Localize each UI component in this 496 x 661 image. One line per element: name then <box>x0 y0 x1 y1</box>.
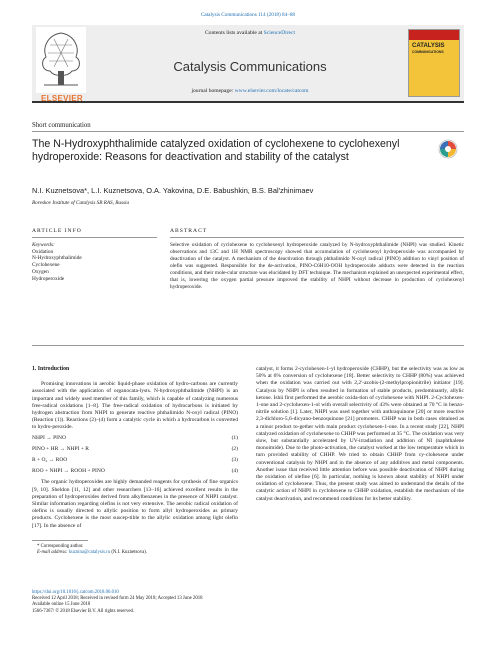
sciencedirect-link[interactable]: ScienceDirect <box>263 30 296 36</box>
journal-cover-thumbnail[interactable] <box>408 29 460 97</box>
equation-number: (2) <box>231 445 238 452</box>
divider <box>32 345 464 346</box>
contents-prefix: Contents lists available at <box>204 30 264 36</box>
author-affiliation: Boreskov Institute of Catalysis SB RAS, Russia <box>32 200 130 206</box>
online-date: Available online 15 June 2018 <box>32 602 91 608</box>
email-link[interactable]: kuznina@catalysis.ru <box>68 550 111 555</box>
cover-header-band <box>409 30 459 40</box>
abstract-heading: ABSTRACT <box>170 228 208 234</box>
doi-link[interactable]: https://doi.org/10.1016/j.catcom.2018.06.010 <box>32 590 119 595</box>
equation-expression: PINO + HR → NHPI + R <box>32 445 89 452</box>
body-paragraph: Promising innovations in aerobic liquid-phase oxidation of hydro-carbons are currently associated with the application of organocata-lysts. N-hydroxyphthalimide (NHPI) is an important and widely used member of this family, which is capable of catalyzing numerous free-radical oxidations [1–8]. The free-radical oxidation of hydrocarbons is initiated by hydrogen abstraction from NHPI to generate reactive phthalimido N-oxyl radical (PINO) (Reaction (1)). Reactions (2)–(4) form a catalytic cycle in which a hydrocarbon is converted to hydro-peroxide. <box>32 381 238 431</box>
equation-expression: R + O₂ → ROO <box>32 457 68 464</box>
email-label: E-mail address: <box>37 550 69 555</box>
body-paragraph: catalyst, it forms 2-cyclohexen-1-yl hydroperoxide (CHHP), but the selectivity was as low as 50% at 6% conversion of cyclohexene [18]. Better selectivity to CHHP (80%) was achieved when the oxidation was carried out with 2,2'-azobis-(2-methylpropionitrile) initiator [19]. Catalysis by NHPI is often resulted in formation of stable products, predominantly, allylic ketone. Ishii first performed the aerobic oxida-tion of cyclohexene with NHPI. 2-Cyclohexen-1-one and 2-cyclohexen-1-ol with overall selectivity of 43% were obtained at 70 °C in benzo-nitrile solution [1]. Later, NHPI was used together with anthraquinone [20] or more reactive 2,3-dichloro-5,6-dicyano-benzoquinone [21] promoters. CHHP was in both cases obtained as a minor product to-gether with main product cyclohexen-1-one. In a recent study [22], NHPI catalyzed oxidation of cyclohexene to CHHP was performed at 35 °C. The oxidation was very slow, but substantially accelerated by UV-irradiation and addition of NI (naphthalene monoimide). Due to the photo-activation, the catalyst worked at the low temperature which in turn provided stability of CHHP. We tried to obtain CHHP from cy-clohexene under conventional catalysis by NHPI and in the absence of any additives and metal components. Another issue that received little attention before was possible deactivation of NHPI during the oxidation of olefine [6]. In particular, nothing is known about stability of NHPI under oxidation of cyclohexene. Thus, the present study was aimed to understand the details of the catalytic action of NHPI in cyclohexene to CHHP oxidation, establish the mechanism of the catalyst deactivation, and recommend conditions for its better stability. <box>256 366 464 502</box>
author-list[interactable]: N.I. Kuznetsova*, L.I. Kuznetsova, O.A. Yakovina, D.E. Babushkin, B.S. Bal'zhinimaev <box>32 186 314 195</box>
body-column-left <box>32 366 238 530</box>
abstract-text: Selective oxidation of cyclohexene to cyclohexenyl hydroperoxide catalyzed by N-hydroxyphthalimide (NHPI) was studied. Kinetic observations and 13C and 1H NMR spectroscopy showed that accumulation of cyclohexenyl hydroperoxide was accompanied by deactivation of the catalyst. A mechanism of the deactivation through phthalimido N-oxyl radical (PINO) addition to vinyl position of olefin was suggested. Responsible for the de-activation, PINO-C6H10-OOH hydroperoxide adducts were detected in the reaction conditions, and their mole-cular structure was elucidated by DFT technique. The mechanism explained an unexpected experimental effect, that is, lowering the oxygen partial pressure improved the stability of NHPI without decrease in production of cyclohexenyl hydroperoxide. <box>170 242 464 291</box>
publisher-logo-text: ELSEVIER <box>41 94 83 103</box>
equation-number: (3) <box>231 457 238 464</box>
elsevier-tree-logo-icon <box>36 27 86 93</box>
publication-info <box>32 590 332 615</box>
equation-number: (4) <box>231 468 238 475</box>
contents-availability <box>100 30 400 36</box>
reaction-equation <box>32 468 238 475</box>
cover-title <box>412 43 445 55</box>
keyword-item: Cyclohexene <box>32 262 60 269</box>
cover-title-line1: CATALYSIS <box>412 43 445 49</box>
keyword-item: Hydroperoxide <box>32 275 65 282</box>
article-info-heading: ARTICLE INFO <box>32 228 82 234</box>
reaction-equation <box>32 435 238 442</box>
copyright-line: 1566-7367/ © 2018 Elsevier B.V. All rights reserved. <box>32 608 135 614</box>
footnotes <box>32 544 262 556</box>
keyword-item: Oxygen <box>32 268 49 275</box>
body-column-right <box>256 366 464 503</box>
check-for-updates-icon[interactable] <box>433 138 463 164</box>
equation-expression: ROO + NHPI → ROOH + PINO <box>32 468 105 475</box>
reaction-equation <box>32 457 238 464</box>
article-title: The N-Hydroxyphthalimide catalyzed oxidation of cyclohexene to cyclohexenyl hydroperoxide: Reasons for deactivation and stability of the catalyst <box>32 138 400 163</box>
equation-number: (1) <box>231 434 238 441</box>
corresponding-author-note: * Corresponding author. <box>37 544 84 549</box>
cover-title-line2: COMMUNICATIONS <box>412 50 444 54</box>
footnote-divider <box>32 540 88 541</box>
article-type: Short communication <box>32 122 91 129</box>
divider <box>32 237 157 238</box>
journal-citation-header[interactable]: Catalysis Communications 114 (2018) 84–88 <box>200 12 296 18</box>
keyword-item: Oxidation <box>32 248 54 255</box>
keyword-item: N-Hydroxyphthalimide <box>32 255 82 262</box>
divider <box>32 131 464 132</box>
keywords-block <box>32 242 157 282</box>
publication-dates: Received 12 April 2018; Received in revised form 24 May 2018; Accepted 13 June 2018 <box>32 596 203 602</box>
body-paragraph: The organic hydroperoxides are highly demanded reagents for synthesis of fine organics [9, 10]. Sheldon [11, 12] and other researchers [13–16] achieved excellent results in the preparation of hydroperoxides derived from alkylbenzenes in the presence of NHPI catalyst. Similar information regarding olefins is not very extensive. The aerobic radical oxidation of olefins is usually directed to allylic position to form allyl hydroperoxides as primary products. Cyclohexene is the most suscep-tible to the allylic oxidation among light olefin [17]. In the absence of <box>32 479 238 529</box>
email-suffix: (N.I. Kuznetsova). <box>110 550 148 555</box>
journal-homepage <box>100 88 400 94</box>
equation-expression: NHPI → PINO <box>32 434 66 441</box>
divider <box>170 237 464 238</box>
journal-title[interactable]: Catalysis Communications <box>173 59 327 74</box>
keywords-label: Keywords: <box>32 242 55 248</box>
homepage-link[interactable]: www.elsevier.com/locate/catcom <box>234 88 309 94</box>
homepage-prefix: journal homepage: <box>191 88 235 94</box>
reaction-equation <box>32 446 238 453</box>
section-heading: 1. Introduction <box>32 366 70 372</box>
email-line <box>32 550 262 556</box>
